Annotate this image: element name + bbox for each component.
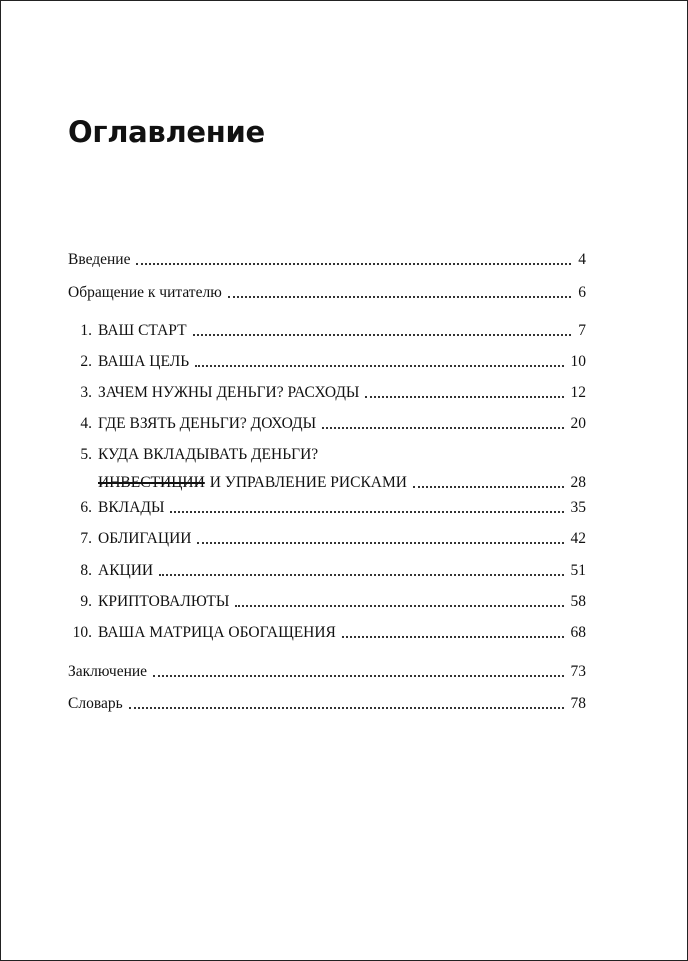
toc-entry-label: ОБЛИГАЦИИ — [98, 530, 192, 547]
toc-page-number: 6 — [578, 284, 586, 301]
dot-leader — [136, 263, 571, 265]
toc-entry-label-line2: И УПРАВЛЕНИЕ РИСКАМИ — [209, 474, 407, 491]
chapter-number: 8. — [80, 562, 92, 579]
dot-leader — [342, 636, 564, 638]
dot-leader — [228, 296, 571, 298]
toc-page-number: 78 — [570, 695, 586, 712]
dot-leader — [413, 486, 564, 488]
dot-leader — [153, 675, 563, 677]
chapter-number: 4. — [80, 415, 92, 432]
toc-entry-label: ВАША МАТРИЦА ОБОГАЩЕНИЯ — [98, 624, 336, 641]
toc-page-number: 42 — [570, 530, 586, 547]
dot-leader — [195, 365, 563, 367]
chapter-number: 6. — [80, 499, 92, 516]
toc-chapter-5[interactable] — [78, 446, 586, 492]
toc-chapter-1[interactable] — [78, 322, 586, 340]
toc-entry-glossary[interactable] — [68, 695, 586, 713]
toc-entry-introduction[interactable] — [68, 251, 586, 269]
dot-leader — [159, 574, 563, 576]
toc-page-number: 35 — [570, 499, 586, 516]
dot-leader — [170, 511, 563, 513]
chapter-number: 1. — [80, 322, 92, 339]
chapter-number: 9. — [80, 593, 92, 610]
toc-entry-label: КРИПТОВАЛЮТЫ — [98, 593, 230, 610]
chapter-number: 2. — [80, 353, 92, 370]
toc-page-number: 51 — [570, 562, 586, 579]
toc-page-number: 73 — [570, 663, 586, 680]
toc-chapter-7[interactable] — [78, 530, 586, 548]
toc-entry-label: ВАШ СТАРТ — [98, 322, 187, 339]
toc-entry-label: ЗАЧЕМ НУЖНЫ ДЕНЬГИ? РАСХОДЫ — [98, 384, 360, 401]
page-title: Оглавление — [68, 115, 265, 149]
chapter-number: 10. — [72, 624, 92, 641]
toc-entry-label: ВКЛАДЫ — [98, 499, 165, 516]
dot-leader — [322, 427, 563, 429]
toc-entry-label-struck: ИНВЕСТИЦИИ — [98, 474, 205, 491]
toc-entry-label-line1: КУДА ВКЛАДЫВАТЬ ДЕНЬГИ? — [98, 446, 319, 463]
toc-chapter-10[interactable] — [68, 624, 586, 642]
dot-leader — [129, 707, 564, 709]
dot-leader — [197, 542, 563, 544]
toc-page-number: 20 — [570, 415, 586, 432]
toc-chapter-6[interactable] — [78, 499, 586, 517]
chapter-number: 7. — [80, 530, 92, 547]
toc-entry-address-to-reader[interactable] — [68, 284, 586, 302]
toc-entry-label: Заключение — [68, 663, 148, 680]
toc-page-number: 28 — [570, 474, 586, 491]
toc-entry-label: АКЦИИ — [98, 562, 154, 579]
toc-chapter-3[interactable] — [78, 384, 586, 402]
dot-leader — [365, 396, 563, 398]
toc-page-number: 10 — [570, 353, 586, 370]
toc-chapter-4[interactable] — [78, 415, 586, 433]
toc-entry-label: Обращение к читателю — [68, 284, 222, 301]
toc-page-number: 68 — [570, 624, 586, 641]
toc-chapter-8[interactable] — [78, 562, 586, 580]
chapter-number: 5. — [80, 446, 92, 463]
toc-entry-label: Словарь — [68, 695, 123, 712]
toc-entry-label: Введение — [68, 251, 131, 268]
toc-page-number: 58 — [570, 593, 586, 610]
toc-chapter-9[interactable] — [78, 593, 586, 611]
toc-entry-label: ГДЕ ВЗЯТЬ ДЕНЬГИ? ДОХОДЫ — [98, 415, 317, 432]
chapter-number: 3. — [80, 384, 92, 401]
toc-page-number: 12 — [570, 384, 586, 401]
toc-entry-conclusion[interactable] — [68, 663, 586, 681]
dot-leader — [235, 605, 563, 607]
toc-entry-label: ВАША ЦЕЛЬ — [98, 353, 190, 370]
dot-leader — [193, 334, 572, 336]
toc-page-number: 7 — [578, 322, 586, 339]
toc-page-number: 4 — [578, 251, 586, 268]
toc-chapter-2[interactable] — [78, 353, 586, 371]
